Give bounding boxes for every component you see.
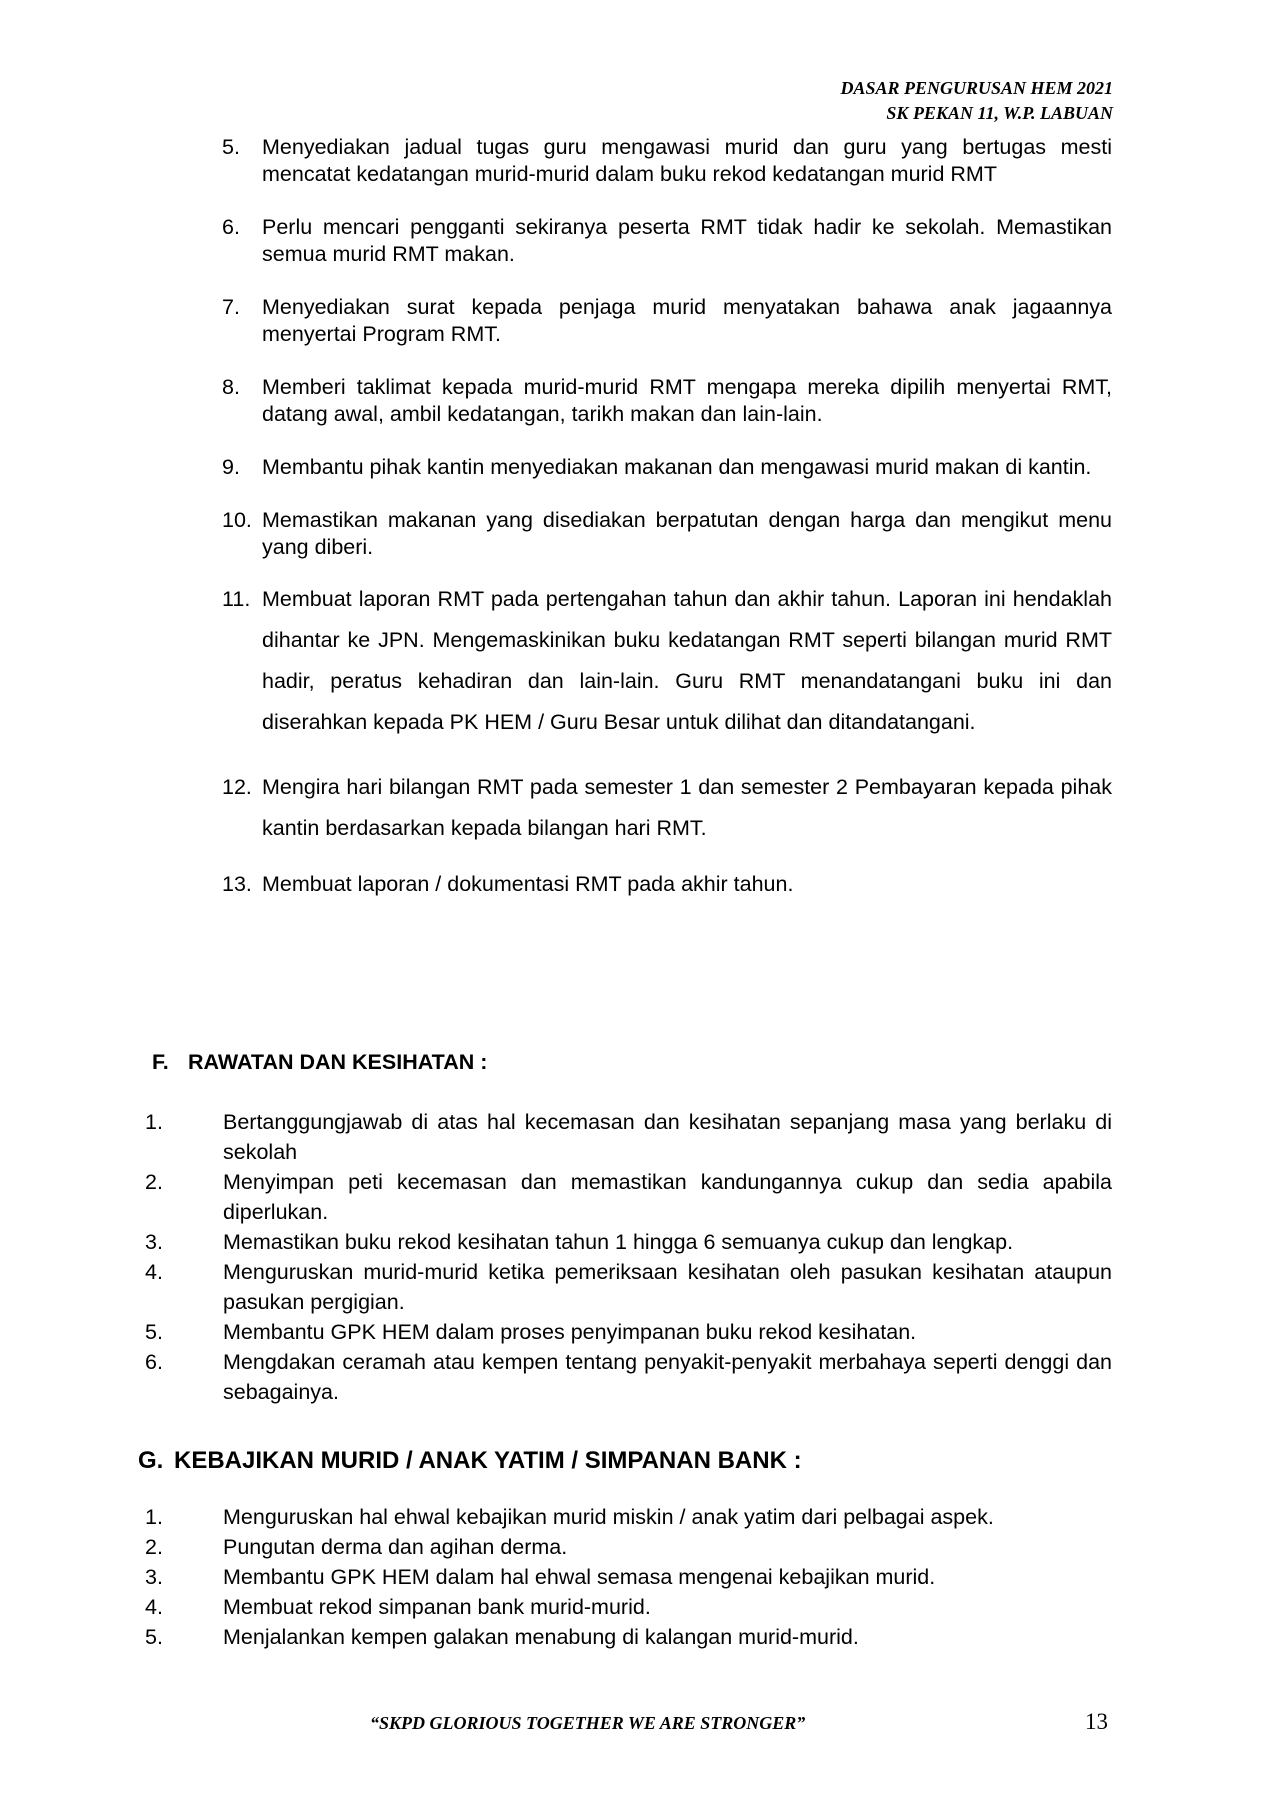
header-school: SK PEKAN 11, W.P. LABUAN	[886, 103, 1113, 123]
list-item	[222, 214, 1112, 268]
document-header	[840, 76, 1113, 126]
item-text: Perlu mencari pengganti sekiranya peserta RMT tidak hadir ke sekolah. Memastikan semua murid RMT makan.	[262, 215, 1112, 266]
list-item	[145, 1502, 1112, 1532]
item-number: 10.	[222, 508, 252, 532]
section-letter: G.	[138, 1447, 164, 1474]
section-letter: F.	[152, 1050, 169, 1074]
list-item	[222, 507, 1112, 561]
item-text: Memberi taklimat kepada murid-murid RMT mengapa mereka dipilih menyertai RMT, datang awal, ambil kedatangan, tarikh makan dan lain-lain.	[262, 375, 1112, 426]
item-text: Membuat laporan / dokumentasi RMT pada akhir tahun.	[262, 872, 794, 896]
item-text: Menyediakan surat kepada penjaga murid menyatakan bahawa anak jagaannya menyertai Program RMT.	[262, 295, 1112, 346]
list-item	[222, 294, 1112, 348]
item-text: Pungutan derma dan agihan derma.	[223, 1535, 568, 1559]
item-text: Bertanggungjawab di atas hal kecemasan dan kesihatan sepanjang masa yang berlaku di sekolah	[223, 1110, 1112, 1164]
list-item	[145, 1592, 1112, 1622]
item-text: Menguruskan murid-murid ketika pemeriksaan kesihatan oleh pasukan kesihatan ataupun pasukan pergigian.	[223, 1260, 1112, 1314]
item-text: Menjalankan kempen galakan menabung di kalangan murid-murid.	[223, 1625, 859, 1649]
list-item	[222, 134, 1112, 188]
item-number: 3.	[145, 1230, 163, 1254]
section-title: KEBAJIKAN MURID / ANAK YATIM / SIMPANAN BANK :	[174, 1447, 802, 1474]
item-number: 9.	[222, 455, 240, 479]
item-number: 11.	[222, 587, 251, 611]
item-number: 7.	[222, 295, 240, 319]
item-text: Memastikan buku rekod kesihatan tahun 1 hingga 6 semuanya cukup dan lengkap.	[223, 1230, 1014, 1254]
list-item	[145, 1167, 1112, 1227]
section-title: RAWATAN DAN KESIHATAN :	[188, 1050, 488, 1074]
item-text: Membuat laporan RMT pada pertengahan tahun dan akhir tahun. Laporan ini hendaklah dihantar ke JPN. Mengemaskinikan buku kedatangan RMT seperti bilangan murid RMT hadir, peratus kehadiran dan lain-lain. Guru RMT menandatangani buku ini dan diserahkan kepada PK HEM / Guru Besar untuk dilihat dan ditandatangani.	[262, 587, 1112, 734]
item-number: 8.	[222, 375, 240, 399]
list-item	[145, 1562, 1112, 1592]
item-number: 6.	[222, 215, 240, 239]
item-text: Menyimpan peti kecemasan dan memastikan kandungannya cukup dan sedia apabila diperlukan.	[223, 1170, 1112, 1224]
item-number: 2.	[145, 1535, 163, 1559]
item-text: Mengdakan ceramah atau kempen tentang penyakit-penyakit merbahaya seperti denggi dan sebagainya.	[223, 1350, 1112, 1404]
list-item	[145, 1317, 1112, 1347]
list-item	[222, 767, 1112, 849]
header-title: DASAR PENGURUSAN HEM 2021	[840, 78, 1113, 98]
item-text: Membantu GPK HEM dalam proses penyimpanan buku rekod kesihatan.	[223, 1320, 917, 1344]
item-number: 3.	[145, 1565, 163, 1589]
item-number: 6.	[145, 1350, 163, 1374]
list-item	[145, 1532, 1112, 1562]
list-item	[145, 1347, 1112, 1407]
health-care-list	[145, 1107, 1112, 1407]
item-number: 5.	[222, 135, 240, 159]
page-number: 13	[1085, 1709, 1108, 1734]
item-text: Membantu pihak kantin menyediakan makanan dan mengawasi murid makan di kantin.	[262, 455, 1092, 479]
item-number: 1.	[145, 1110, 163, 1134]
item-text: Mengira hari bilangan RMT pada semester 1 dan semester 2 Pembayaran kepada pihak kantin berdasarkan kepada bilangan hari RMT.	[262, 775, 1112, 840]
item-number: 5.	[145, 1625, 163, 1649]
item-text: Menyediakan jadual tugas guru mengawasi murid dan guru yang bertugas mesti mencatat kedatangan murid-murid dalam buku rekod kedatangan murid RMT	[262, 135, 1112, 186]
list-item	[222, 374, 1112, 428]
item-number: 1.	[145, 1505, 163, 1529]
item-text: Membuat rekod simpanan bank murid-murid.	[223, 1595, 651, 1619]
footer-motto: “SKPD GLORIOUS TOGETHER WE ARE STRONGER”	[370, 1713, 806, 1733]
list-item	[145, 1107, 1112, 1167]
list-item	[222, 579, 1112, 743]
item-number: 12.	[222, 775, 252, 799]
item-text: Memastikan makanan yang disediakan berpatutan dengan harga dan mengikut menu yang diberi.	[262, 508, 1112, 559]
item-text: Menguruskan hal ehwal kebajikan murid miskin / anak yatim dari pelbagai aspek.	[223, 1505, 994, 1529]
list-item	[145, 1257, 1112, 1317]
section-f-heading	[152, 1050, 487, 1075]
item-number: 13.	[222, 872, 252, 896]
item-number: 2.	[145, 1170, 163, 1194]
rmt-duties-list	[222, 134, 1112, 898]
list-item	[145, 1227, 1112, 1257]
item-text: Membantu GPK HEM dalam hal ehwal semasa mengenai kebajikan murid.	[223, 1565, 936, 1589]
list-item	[222, 454, 1112, 481]
list-item	[222, 871, 1112, 898]
list-item	[145, 1622, 1112, 1652]
item-number: 4.	[145, 1595, 163, 1619]
welfare-list	[145, 1502, 1112, 1652]
item-number: 5.	[145, 1320, 163, 1344]
section-g-heading	[138, 1447, 802, 1475]
item-number: 4.	[145, 1260, 163, 1284]
